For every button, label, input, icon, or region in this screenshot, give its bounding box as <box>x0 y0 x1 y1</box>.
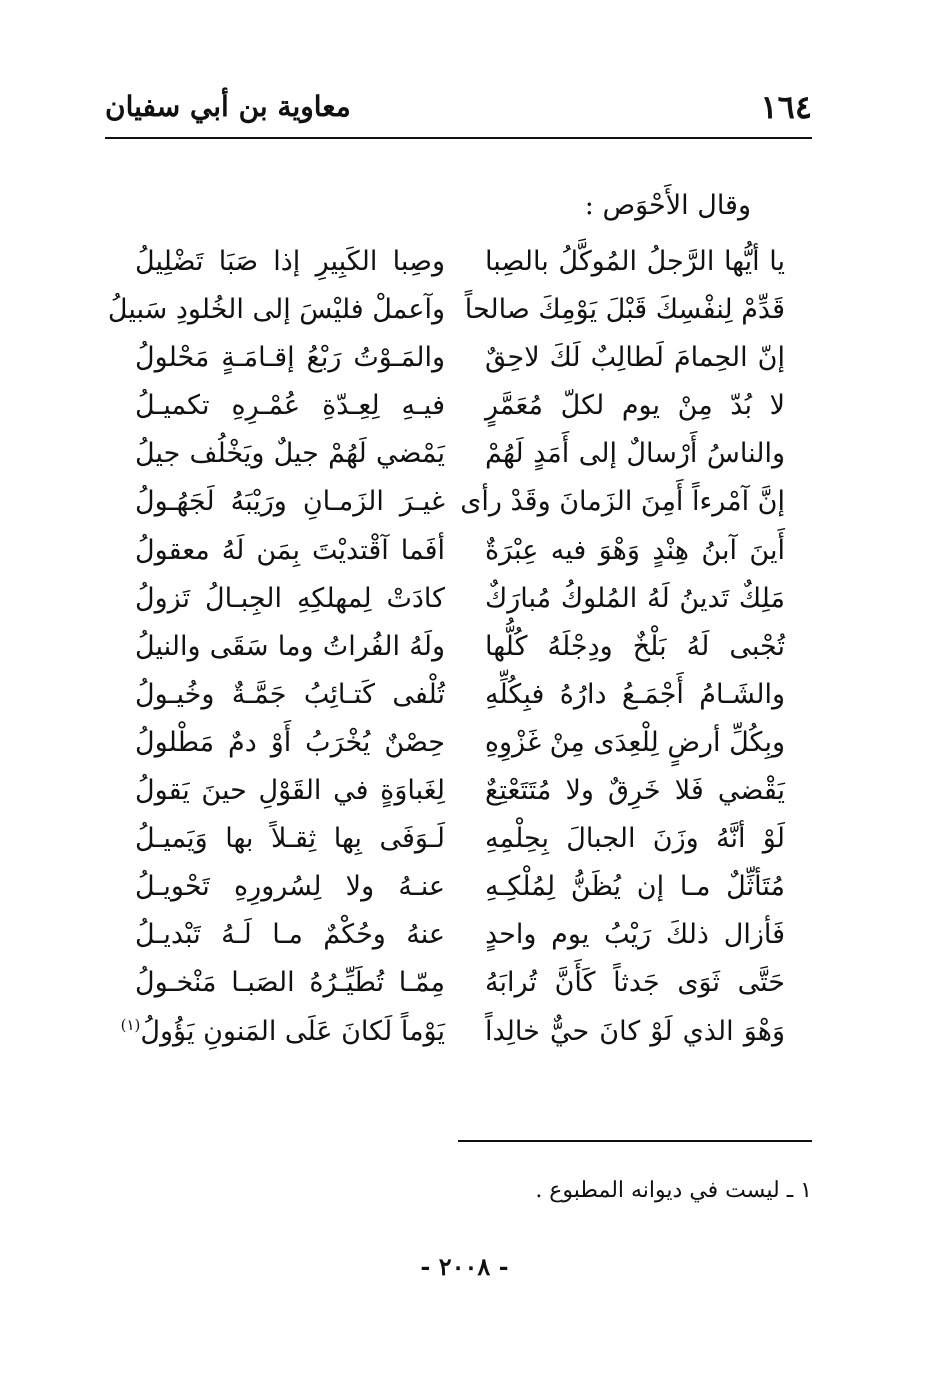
hemistich-second: فيـهِ لِعِـدّةِ عُمْـرِهِ تكميـلُ <box>135 390 445 422</box>
couplet <box>135 478 785 526</box>
hemistich-first: تُجْبى لَهُ بَلْخٌ ودِجْلَهُ كُلُّها <box>485 630 785 662</box>
hemistich-first: لَوْ أنَّهُ وزَنَ الجبالَ بِحِلْمِهِ <box>485 823 785 855</box>
hemistich-first: لا بُدّ مِنْ يوم لكلّ مُعَمَّرٍ <box>485 390 785 422</box>
hemistich-first: يا أيُّها الرَّجلُ المُوكَّلُ بالصِبا <box>485 246 785 277</box>
hemistich-first: يَقْضي فَلا خَرِقٌ ولا مُتَتَعْتِعٌ <box>485 775 785 807</box>
hemistich-first: مُتَأثِّلٌ مـا إن يُظَنُّ لِمُلْكِـهِ <box>485 871 785 903</box>
hemistich-second: وآعملْ فليْسَ إلى الخُلودِ سَبيلُ <box>107 294 445 326</box>
hemistich-first: حَتَّى ثَوَى جَدثاً كَأَنَّ تُرابَهُ <box>485 967 785 999</box>
couplet <box>135 959 785 1007</box>
header-rule <box>105 137 812 139</box>
hemistich-first: إنّ الحِمامَ لَطالِبٌ لَكَ لاحِقٌ <box>485 342 785 374</box>
hemistich-second: مِمّـا تُطَيِّـرُهُ الصَبـا مَنْخـولُ <box>135 967 445 999</box>
footnote-reference[interactable]: (١) <box>120 1015 141 1034</box>
couplet <box>135 527 785 575</box>
hemistich-second: ولَهُ الفُراتُ وما سَقَى والنيلُ <box>135 630 445 662</box>
hemistich-second: لَـوَفَى بِها ثِقـلاً بها وَيَميـلُ <box>135 823 445 855</box>
hemistich-first: وبِكُلِّ أرضٍ لِلْعِدَى مِنْ غَزْوِهِ <box>484 726 785 758</box>
couplet <box>135 382 785 430</box>
hemistich-second: وصِبا الكَبِيرِ إذا صَبَا تَضْلِيلُ <box>135 246 445 277</box>
couplet <box>135 334 785 382</box>
folio-number: - ٢٠٠٨ - <box>420 1252 509 1281</box>
hemistich-second: أفَما آقْتديْتَ بِمَن لَهُ معقولُ <box>135 534 445 566</box>
running-title: معاوية بن أبي سفيان <box>105 90 351 123</box>
hemistich-second: والمَـوْتُ رَبْعُ إقـامَـةٍ مَحْلولُ <box>135 342 445 374</box>
hemistich-text: يَوْماً لَكانَ عَلَى المَنونِ يَؤُولُ <box>140 1015 445 1047</box>
couplet <box>135 623 785 671</box>
couplet <box>135 863 785 911</box>
hemistich-first: إنَّ آمْرءاً أَمِنَ الزَمانَ وقَدْ رأى <box>460 486 785 518</box>
page-number: ١٦٤ <box>760 88 812 126</box>
hemistich-second <box>120 1008 445 1056</box>
hemistich-second: يَمْضي لَهُمْ جيلٌ ويَخْلُف جيلُ <box>135 438 445 470</box>
hemistich-second: عنـهُ ولا لِسُرورِهِ تَحْويـلُ <box>135 871 445 903</box>
poem <box>107 238 785 1056</box>
hemistich-second: لِغَباوَةٍ في القَوْلِ حينَ يَقولُ <box>135 775 445 807</box>
hemistich-second: كادَتْ لِمهلكِهِ الجِبـالُ تَزولُ <box>135 582 445 614</box>
couplet <box>135 575 785 623</box>
couplet <box>120 1008 785 1056</box>
hemistich-first: فَأزال ذلكَ رَيْبُ يوم واحدٍ <box>485 919 785 951</box>
hemistich-second: تُلْفى كَتـائِبُ جَمَّـةٌ وخُيـولُ <box>135 678 445 710</box>
hemistich-second: حِصْنٌ يُخْرَبُ أَوْ دمٌ مَطْلولُ <box>135 726 445 758</box>
hemistich-first: والناسُ أَرْسالٌ إلى أَمَدٍ لَهُمْ <box>485 438 785 470</box>
couplet <box>135 767 785 815</box>
couplet <box>135 815 785 863</box>
couplet <box>135 911 785 959</box>
footnote: ١ ـ ليست في ديوانه المطبوع . <box>535 1178 812 1203</box>
couplet <box>135 719 785 767</box>
hemistich-first: والشَـامُ أَجْمَـعُ دارُهُ فبِكُلِّهِ <box>485 678 785 710</box>
couplet <box>135 671 785 719</box>
hemistich-first: أَينَ آبنُ هِنْدٍ وَهْوَ فيه عِبْرَةٌ <box>485 534 785 566</box>
poem-intro: وقال الأَحْوَص : <box>584 190 751 221</box>
hemistich-first: قَدِّمْ لِنفْسِكَ قَبْلَ يَوْمِكَ صالحاً <box>464 294 785 326</box>
hemistich-first: وَهْوَ الذي لَوْ كانَ حيٌّ خالِداً <box>485 1015 785 1047</box>
footnote-rule <box>458 1140 812 1142</box>
hemistich-second: عنهُ وحُكْمٌ مـا لَـهُ تَبْديـلُ <box>135 919 445 951</box>
couplet <box>135 430 785 478</box>
page-header <box>105 88 812 136</box>
hemistich-first: مَلِكٌ تَدينُ لَهُ المُلوكُ مُبارَكٌ <box>485 582 785 614</box>
couplet <box>107 286 785 334</box>
couplet <box>135 238 785 286</box>
hemistich-second: غيـرَ الزَمـانِ ورَيْبَهُ لَجَهُـولُ <box>135 486 445 518</box>
